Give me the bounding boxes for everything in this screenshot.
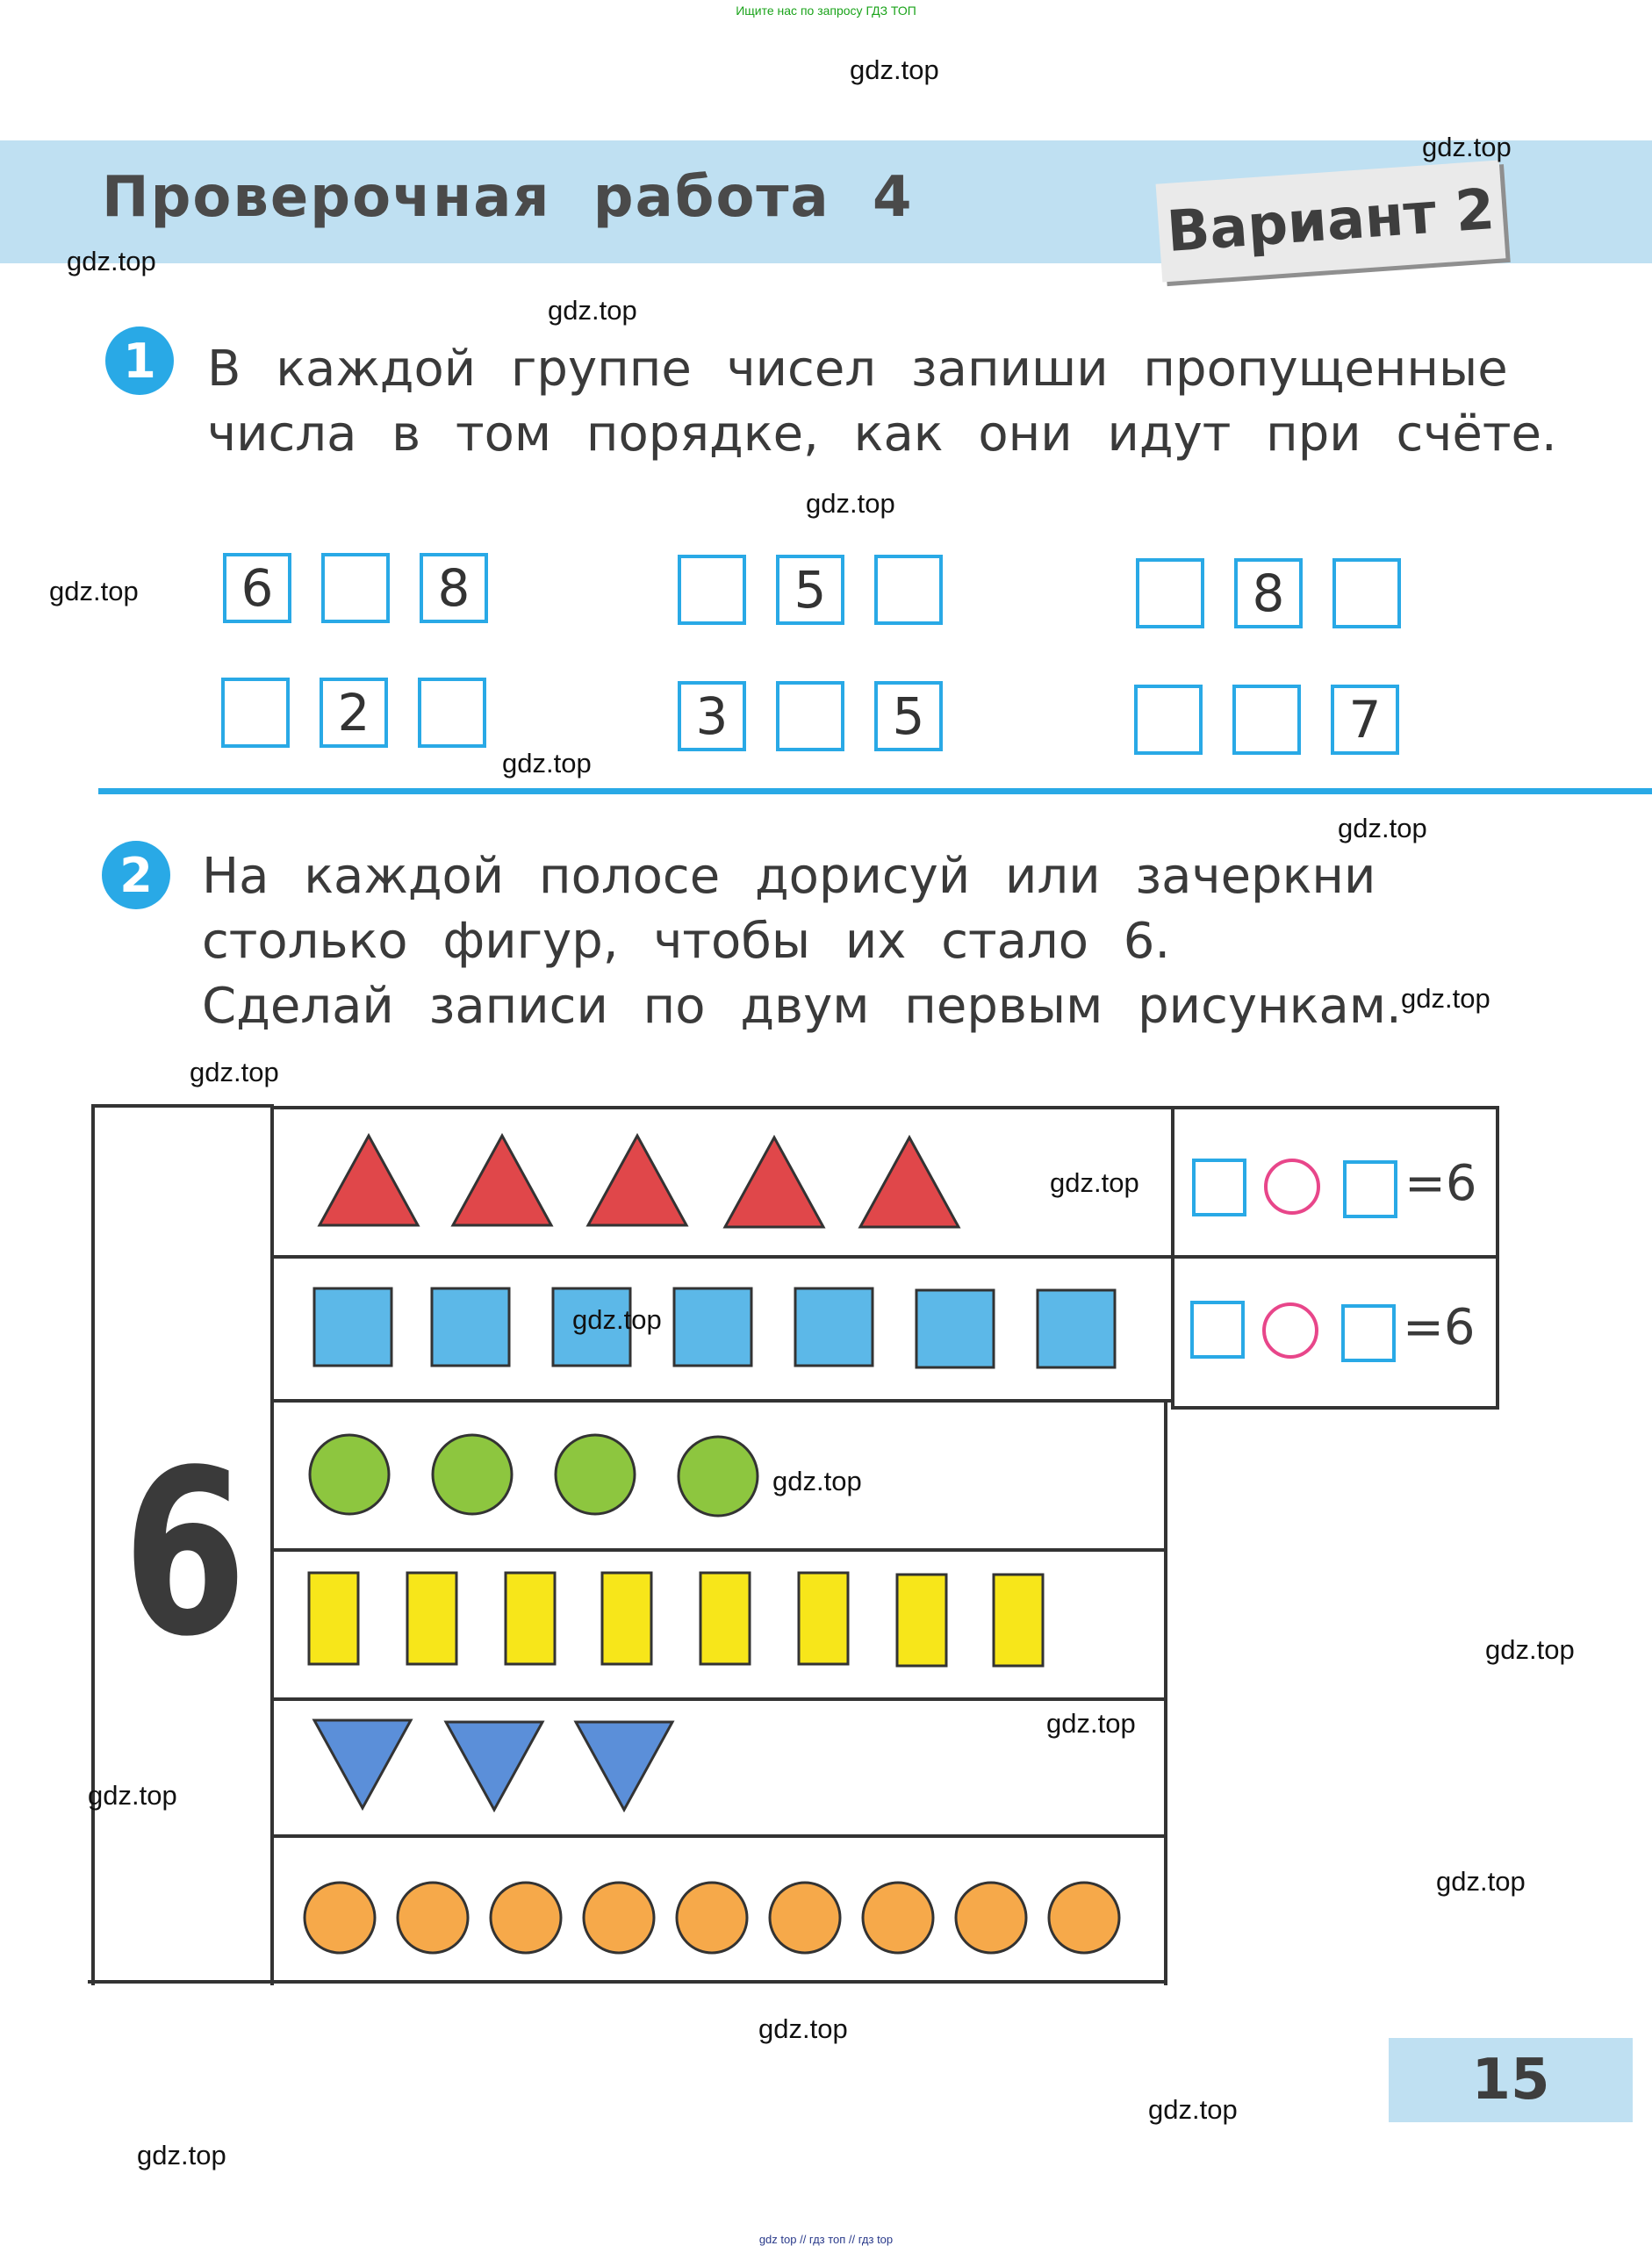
equation-result: =6 [1404, 1155, 1477, 1212]
top-search-note: Ищите нас по запросу ГДЗ ТОП [736, 4, 916, 18]
big-number-six: 6 [123, 1422, 248, 1687]
blue-inverted-triangle [442, 1718, 546, 1813]
equation-answer-box[interactable] [1343, 1160, 1397, 1218]
equation-sign-circle[interactable] [1264, 1159, 1320, 1215]
orange-circle [1046, 1880, 1122, 1955]
equation-answer-box[interactable] [1192, 1159, 1246, 1216]
answer-cell[interactable] [776, 681, 844, 751]
grid-line [91, 1104, 95, 1985]
grid-line [270, 1255, 1499, 1259]
bottom-site-note: gdz top // гдз топ // гдз top [758, 2233, 894, 2246]
equation-sign-circle[interactable] [1262, 1302, 1318, 1359]
variant-label: Вариант 2 [1156, 160, 1506, 282]
equation-answer-box[interactable] [1341, 1304, 1396, 1362]
task2-number-badge: 2 [102, 841, 170, 909]
watermark: gdz.top [572, 1304, 662, 1335]
answer-cell[interactable] [678, 555, 746, 625]
grid-line [270, 1548, 1167, 1552]
blue-square [915, 1288, 997, 1371]
grid-line [270, 1834, 1167, 1838]
watermark: gdz.top [1422, 132, 1512, 162]
watermark: gdz.top [1050, 1167, 1139, 1198]
orange-circle [953, 1880, 1029, 1955]
watermark: gdz.top [850, 54, 939, 85]
task1-number-badge: 1 [105, 326, 174, 395]
green-circle [307, 1432, 391, 1517]
yellow-rectangle [600, 1571, 655, 1668]
task2-text-line1: На каждой полосе дорисуй или зачеркни [202, 848, 1376, 905]
page-number: 15 [1389, 2038, 1633, 2122]
grid-line [1164, 1399, 1167, 1985]
watermark: gdz.top [67, 246, 156, 276]
watermark: gdz.top [1148, 2094, 1238, 2125]
blue-square [430, 1287, 513, 1369]
yellow-rectangle [699, 1571, 753, 1668]
green-circle [553, 1432, 637, 1517]
watermark: gdz.top [1046, 1708, 1136, 1739]
answer-cell[interactable] [221, 678, 290, 748]
watermark: gdz.top [806, 488, 895, 519]
watermark: gdz.top [1485, 1634, 1575, 1665]
orange-circle [488, 1880, 564, 1955]
yellow-rectangle [797, 1571, 851, 1668]
blue-inverted-triangle [311, 1717, 414, 1812]
answer-cell[interactable] [418, 678, 486, 748]
red-triangle [722, 1134, 827, 1231]
grid-line [270, 1104, 274, 1985]
red-triangle [316, 1132, 421, 1229]
answer-cell[interactable]: 7 [1331, 685, 1399, 755]
blue-inverted-triangle [572, 1718, 676, 1813]
watermark: gdz.top [1436, 1866, 1526, 1897]
task1-text-line1: В каждой группе чисел запиши пропущенные [207, 341, 1508, 398]
watermark: gdz.top [1401, 983, 1490, 1014]
answer-cell[interactable]: 5 [874, 681, 943, 751]
grid-line [91, 1104, 270, 1108]
grid-line [88, 1980, 1167, 1984]
task2-text-line2: столько фигур, чтобы их стало 6. [202, 913, 1171, 970]
equation-result: =6 [1403, 1299, 1476, 1356]
blue-square [794, 1287, 876, 1369]
orange-circle [860, 1880, 936, 1955]
watermark: gdz.top [772, 1466, 862, 1496]
answer-cell[interactable] [1136, 558, 1204, 628]
red-triangle [857, 1134, 962, 1231]
watermark: gdz.top [88, 1780, 177, 1811]
task2-text-line3: Сделай записи по двум первым рисункам. [202, 978, 1402, 1035]
answer-cell[interactable]: 8 [420, 553, 488, 623]
grid-line [270, 1106, 1499, 1109]
red-triangle [585, 1132, 690, 1229]
answer-cell[interactable] [1134, 685, 1203, 755]
task1-text-line2: числа в том порядке, как они идут при счёте. [207, 405, 1557, 463]
answer-cell[interactable] [1232, 685, 1301, 755]
answer-cell[interactable] [874, 555, 943, 625]
orange-circle [674, 1880, 750, 1955]
yellow-rectangle [504, 1571, 558, 1668]
orange-circle [581, 1880, 657, 1955]
watermark: gdz.top [1338, 813, 1427, 843]
orange-circle [302, 1880, 377, 1955]
answer-cell[interactable]: 6 [223, 553, 291, 623]
green-circle [430, 1432, 514, 1517]
grid-line [1171, 1406, 1499, 1410]
page-title: Проверочная работа 4 [102, 165, 914, 230]
yellow-rectangle [895, 1573, 950, 1669]
watermark: gdz.top [548, 295, 637, 326]
grid-line [270, 1697, 1167, 1701]
answer-cell[interactable]: 5 [776, 555, 844, 625]
red-triangle [449, 1132, 555, 1229]
orange-circle [767, 1880, 843, 1955]
yellow-rectangle [406, 1571, 460, 1668]
answer-cell[interactable] [321, 553, 390, 623]
yellow-rectangle [992, 1573, 1046, 1669]
watermark: gdz.top [49, 576, 139, 606]
green-circle [676, 1434, 760, 1518]
blue-square [1036, 1288, 1118, 1371]
watermark: gdz.top [190, 1057, 279, 1087]
watermark: gdz.top [502, 748, 592, 779]
answer-cell[interactable]: 3 [678, 681, 746, 751]
grid-line [270, 1399, 1174, 1403]
answer-cell[interactable]: 2 [320, 678, 388, 748]
answer-cell[interactable]: 8 [1234, 558, 1303, 628]
answer-cell[interactable] [1332, 558, 1401, 628]
blue-square [672, 1287, 755, 1369]
yellow-rectangle [307, 1571, 362, 1668]
orange-circle [395, 1880, 470, 1955]
section-divider [98, 788, 1652, 794]
blue-square [312, 1287, 395, 1369]
watermark: gdz.top [137, 2140, 226, 2170]
equation-answer-box[interactable] [1190, 1301, 1245, 1359]
watermark: gdz.top [758, 2013, 848, 2044]
